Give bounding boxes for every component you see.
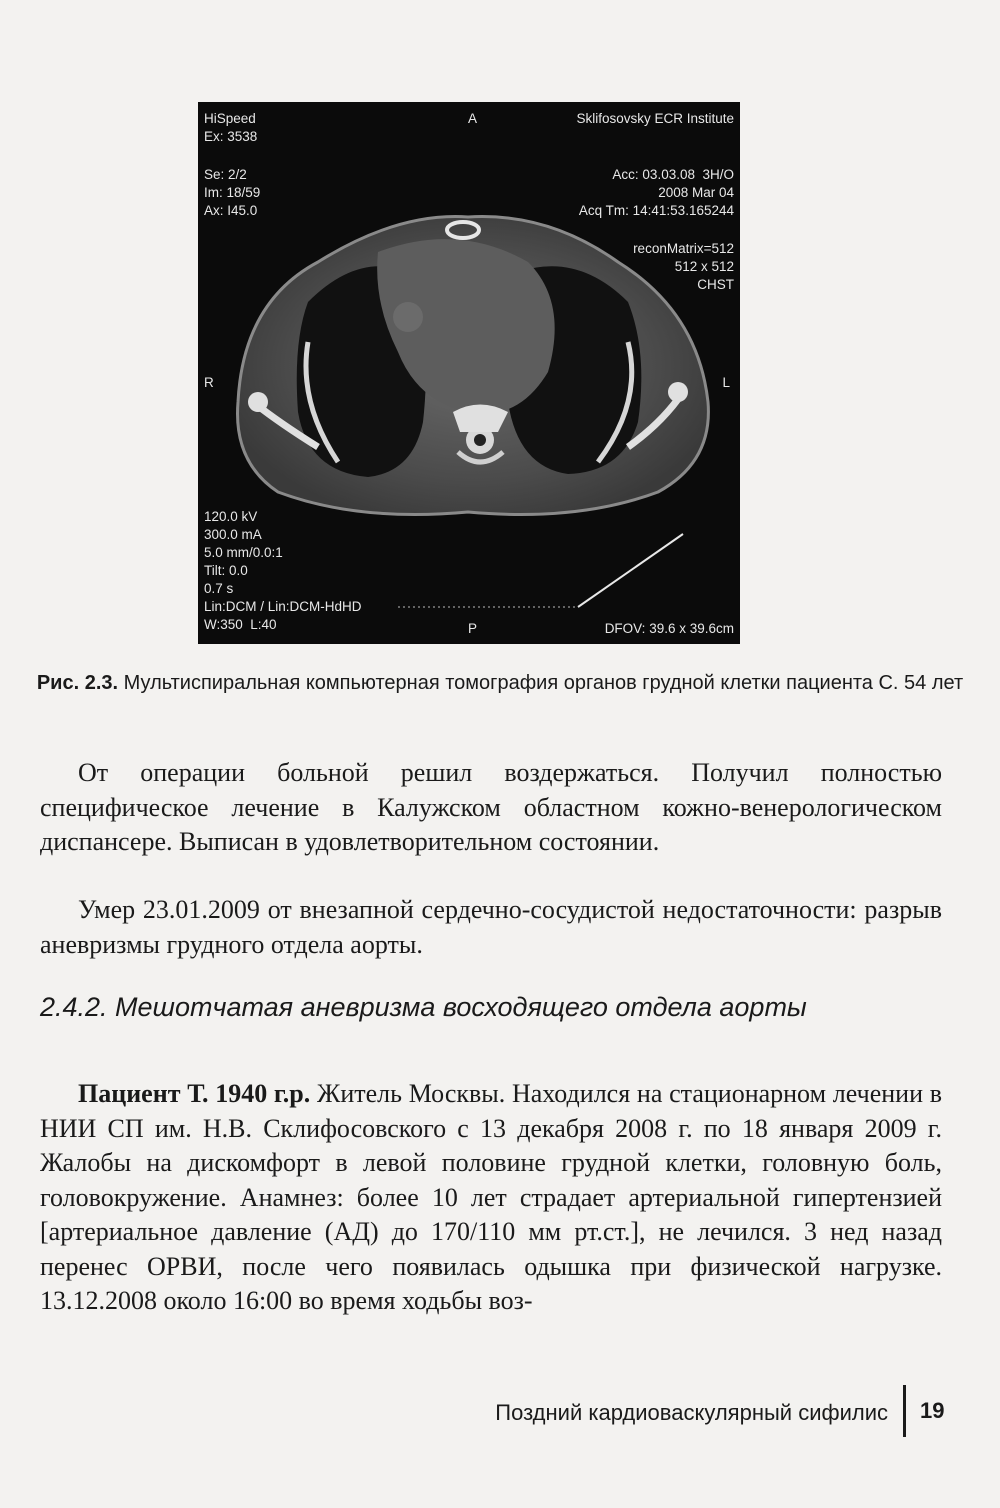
paragraph-patient-case	[40, 1077, 942, 1319]
ct-overlay-scanner: HiSpeed Ex: 3538	[204, 111, 258, 144]
ct-overlay-institute: Sklifosovsky ECR Institute	[576, 111, 734, 126]
ct-overlay-acquisition: Acc: 03.03.08 3H/O 2008 Mar 04 Acq Tm: 14:41:53.165244	[578, 167, 734, 218]
figure-caption-text: Мультиспиральная компьютерная томография органов грудной клетки пациента С. 54 лет	[118, 672, 964, 694]
paragraph-operation-refusal: От операции больной решил воздержаться. Получил полностью специфическое лечение в Калужском областном кожно-венерологическом диспансере. Выписан в удовлетворительном состоянии.	[40, 758, 942, 856]
figure-caption-label: Рис. 2.3.	[36, 672, 119, 694]
paragraph-death: Умер 23.01.2009 от внезапной сердечно-сосудистой недостаточности: разрыв аневризмы грудного отдела аорты.	[40, 895, 942, 959]
ct-orientation-anterior: A	[468, 111, 478, 126]
running-footer-title: Поздний кардиоваскулярный сифилис	[495, 1400, 888, 1425]
patient-label: Пациент Т. 1940 г.р.	[78, 1079, 311, 1108]
ct-orientation-left: L	[722, 375, 730, 390]
ct-overlay-parameters: 120.0 kV 300.0 mA 5.0 mm/0.0:1 Tilt: 0.0 0.7 s Lin:DCM / Lin:DCM-HdHD W:350 L:40	[204, 509, 362, 632]
patient-case-text: Житель Москвы. Находился на стационарном лечении в НИИ СП им. Н.В. Склифосовского с 13 декабря 2008 г. по 18 января 2009 г. Жалобы на дискомфорт в левой половине грудной клетки, головную боль, головокружение. Анамнез: более 10 лет страдает артериальной гипертензией [артериальное давление (АД) до 170/110 мм рт.ст.], не лечился. 3 нед назад перенес ОРВИ, после чего появилась одышка при физической нагрузке. 13.12.2008 около 16:00 во время ходьбы воз-	[40, 1079, 942, 1315]
footer-divider	[903, 1385, 906, 1437]
figure-caption	[30, 668, 970, 698]
section-heading: 2.4.2. Мешотчатая аневризма восходящего отдела аорты	[40, 992, 807, 1022]
ct-scan-image	[198, 102, 740, 644]
ct-orientation-right: R	[204, 375, 214, 390]
ct-overlay-dfov: DFOV: 39.6 x 39.6cm	[604, 621, 734, 636]
ct-orientation-posterior: P	[468, 621, 478, 636]
ct-overlay-series: Se: 2/2 Im: 18/59 Ax: I45.0	[204, 167, 261, 218]
page-number: 19	[920, 1398, 945, 1423]
ct-overlay-matrix: reconMatrix=512 512 x 512 CHST	[633, 241, 734, 292]
